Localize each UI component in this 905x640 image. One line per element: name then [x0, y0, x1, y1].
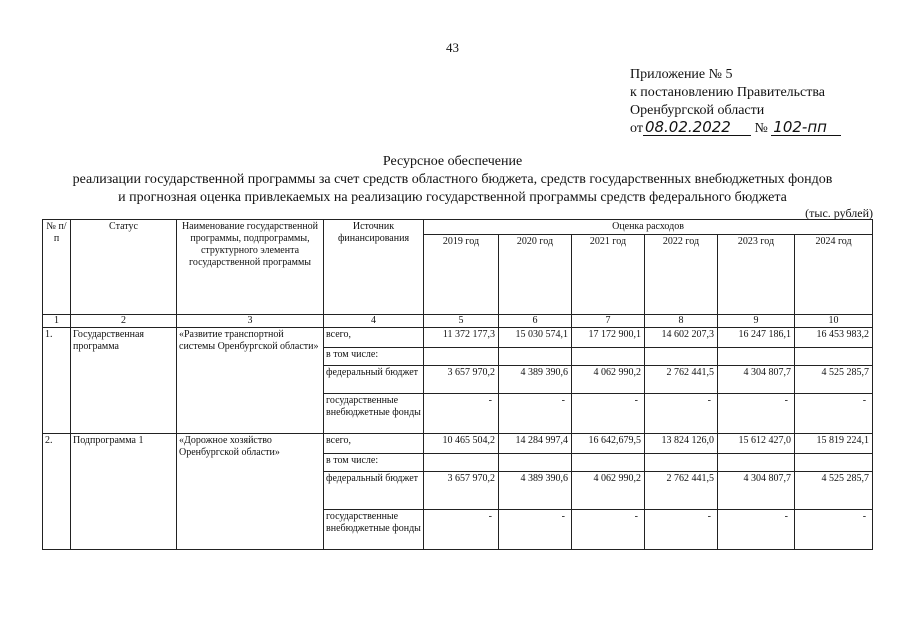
value-cell: 2 762 441,5 [645, 472, 718, 510]
header-year: 2022 год [645, 235, 718, 315]
appendix-block [630, 66, 841, 138]
row-name: «Дорожное хозяйство Оренбургской области» [177, 434, 324, 550]
value-cell [424, 454, 499, 472]
header-name: Наименование государственной программы, подпрограммы, структурного элемента государственной программы [177, 220, 324, 315]
header-num: № п/п [43, 220, 71, 315]
value-cell: - [424, 394, 499, 434]
table-row [43, 328, 873, 348]
value-cell: - [645, 510, 718, 550]
value-cell: 13 824 126,0 [645, 434, 718, 454]
value-cell: 10 465 504,2 [424, 434, 499, 454]
row-num: 1. [43, 328, 71, 434]
value-cell [424, 348, 499, 366]
column-number: 10 [795, 315, 873, 328]
value-cell [645, 454, 718, 472]
column-number: 9 [718, 315, 795, 328]
value-cell: 4 304 807,7 [718, 472, 795, 510]
row-source: государственные внебюджетные фонды [324, 394, 424, 434]
value-cell: 16 642,679,5 [572, 434, 645, 454]
value-cell [718, 454, 795, 472]
column-number: 8 [645, 315, 718, 328]
value-cell: - [572, 394, 645, 434]
value-cell: 16 453 983,2 [795, 328, 873, 348]
number-label: № [754, 121, 768, 136]
value-cell [572, 454, 645, 472]
value-cell [795, 454, 873, 472]
value-cell: 3 657 970,2 [424, 366, 499, 394]
value-cell: 14 602 207,3 [645, 328, 718, 348]
value-cell: - [499, 394, 572, 434]
column-number: 3 [177, 315, 324, 328]
row-source: федеральный бюджет [324, 472, 424, 510]
column-number: 2 [71, 315, 177, 328]
units-label: (тыс. рублей) [805, 206, 873, 220]
header-estimate: Оценка расходов [424, 220, 873, 235]
value-cell [572, 348, 645, 366]
value-cell: 15 030 574,1 [499, 328, 572, 348]
value-cell: - [499, 510, 572, 550]
value-cell [718, 348, 795, 366]
title-line-1: Ресурсное обеспечение [382, 154, 523, 169]
value-cell: - [718, 394, 795, 434]
value-cell: 2 762 441,5 [645, 366, 718, 394]
appendix-date-line [630, 120, 841, 138]
header-year: 2023 год [718, 235, 795, 315]
header-source: Источник финансирования [324, 220, 424, 315]
value-cell: - [795, 510, 873, 550]
column-number: 4 [324, 315, 424, 328]
column-number: 5 [424, 315, 499, 328]
value-cell [499, 348, 572, 366]
column-number: 7 [572, 315, 645, 328]
value-cell: 11 372 177,3 [424, 328, 499, 348]
value-cell: - [795, 394, 873, 434]
column-number: 1 [43, 315, 71, 328]
handwritten-date: 08.02.2022 [643, 120, 751, 136]
row-num: 2. [43, 434, 71, 550]
row-source: в том числе: [324, 454, 424, 472]
value-cell: 4 525 285,7 [795, 366, 873, 394]
header-year: 2024 год [795, 235, 873, 315]
row-source: в том числе: [324, 348, 424, 366]
resource-table [42, 219, 873, 550]
value-cell: 4 525 285,7 [795, 472, 873, 510]
row-source: государственные внебюджетные фонды [324, 510, 424, 550]
header-row-1 [43, 220, 873, 235]
value-cell: - [572, 510, 645, 550]
header-status: Статус [71, 220, 177, 315]
value-cell: 16 247 186,1 [718, 328, 795, 348]
row-source: всего, [324, 328, 424, 348]
title-line-2: реализации государственной программы за счет средств областного бюджета, средств государственных внебюджетных фондов [72, 172, 833, 187]
table-row [43, 434, 873, 454]
appendix-line-3: Оренбургской области [630, 103, 765, 118]
row-status: Государственная программа [71, 328, 177, 434]
value-cell [795, 348, 873, 366]
appendix-line-1: Приложение № 5 [630, 67, 733, 82]
handwritten-number: 102-пп [771, 120, 841, 136]
column-number: 6 [499, 315, 572, 328]
value-cell: 4 389 390,6 [499, 366, 572, 394]
title-line-3: и прогнозная оценка привлекаемых на реализацию государственной программы средств федерального бюджета [118, 190, 787, 205]
value-cell: 15 612 427,0 [718, 434, 795, 454]
row-status: Подпрограмма 1 [71, 434, 177, 550]
header-year: 2021 год [572, 235, 645, 315]
column-number-row [43, 315, 873, 328]
value-cell: - [718, 510, 795, 550]
appendix-line-2: к постановлению Правительства [630, 85, 826, 100]
value-cell [645, 348, 718, 366]
row-source: федеральный бюджет [324, 366, 424, 394]
row-source: всего, [324, 434, 424, 454]
value-cell: 3 657 970,2 [424, 472, 499, 510]
header-year: 2020 год [499, 235, 572, 315]
value-cell [499, 454, 572, 472]
row-name: «Развитие транспортной системы Оренбургской области» [177, 328, 324, 434]
value-cell: - [424, 510, 499, 550]
page-number: 43 [446, 40, 459, 55]
value-cell: - [645, 394, 718, 434]
value-cell: 14 284 997,4 [499, 434, 572, 454]
header-year: 2019 год [424, 235, 499, 315]
value-cell: 4 062 990,2 [572, 366, 645, 394]
from-label: от [630, 121, 643, 136]
value-cell: 17 172 900,1 [572, 328, 645, 348]
value-cell: 4 389 390,6 [499, 472, 572, 510]
value-cell: 15 819 224,1 [795, 434, 873, 454]
value-cell: 4 062 990,2 [572, 472, 645, 510]
value-cell: 4 304 807,7 [718, 366, 795, 394]
